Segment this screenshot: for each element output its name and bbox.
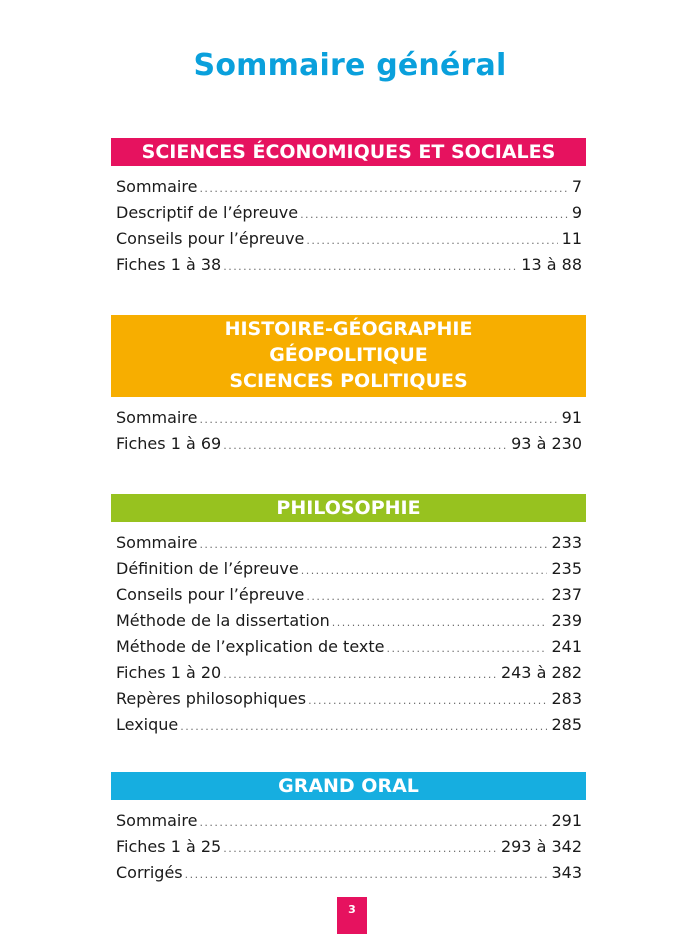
toc-entry-label: Fiches 1 à 38 — [116, 255, 222, 274]
toc-entry-label: Sommaire — [116, 177, 198, 196]
toc-entry-label: Méthode de la dissertation — [116, 611, 330, 630]
section-banner-histoire-geographie — [111, 315, 586, 397]
toc-entry[interactable] — [116, 689, 582, 715]
toc-entry-label: Fiches 1 à 25 — [116, 837, 222, 856]
toc-entry[interactable] — [116, 203, 582, 229]
dot-leader — [199, 413, 557, 426]
dot-leader — [223, 842, 497, 855]
dot-leader — [185, 868, 548, 881]
toc-entry-page: 343 — [551, 863, 582, 882]
toc-entry[interactable] — [116, 715, 582, 741]
toc-entry-label: Lexique — [116, 715, 179, 734]
toc-entry[interactable] — [116, 637, 582, 663]
toc-entry-page: 283 — [551, 689, 582, 708]
dot-leader — [223, 260, 517, 273]
dot-leader — [301, 564, 548, 577]
toc-entry[interactable] — [116, 837, 582, 863]
toc-entry-label: Définition de l’épreuve — [116, 559, 299, 578]
toc-entry[interactable] — [116, 585, 582, 611]
toc-list-histoire-geographie — [111, 408, 586, 460]
section-ses — [111, 138, 586, 281]
toc-entry-page: 233 — [551, 533, 582, 552]
toc-entry-page: 239 — [551, 611, 582, 630]
toc-entry-label: Fiches 1 à 69 — [116, 434, 222, 453]
toc-entry-label: Fiches 1 à 20 — [116, 663, 222, 682]
toc-entry-page: 235 — [551, 559, 582, 578]
toc-entry[interactable] — [116, 408, 582, 434]
toc-entry[interactable] — [116, 611, 582, 637]
dot-leader — [306, 234, 557, 247]
toc-entry-label: Repères philosophiques — [116, 689, 307, 708]
section-banner-philosophie — [111, 494, 586, 522]
toc-entry-page: 237 — [551, 585, 582, 604]
dot-leader — [332, 616, 548, 629]
section-heading: GÉOPOLITIQUE — [269, 344, 428, 366]
toc-entry-page: 93 à 230 — [511, 434, 582, 453]
toc-entry-page: 285 — [551, 715, 582, 734]
dot-leader — [386, 642, 547, 655]
dot-leader — [300, 208, 568, 221]
dot-leader — [308, 694, 547, 707]
toc-entry-page: 91 — [561, 408, 582, 427]
toc-entry-label: Descriptif de l’épreuve — [116, 203, 299, 222]
section-heading: SCIENCES POLITIQUES — [229, 370, 468, 392]
toc-entry-label: Sommaire — [116, 408, 198, 427]
toc-entry-label: Sommaire — [116, 533, 198, 552]
toc-entry[interactable] — [116, 229, 582, 255]
section-philosophie — [111, 494, 586, 741]
dot-leader — [223, 668, 497, 681]
toc-list-ses — [111, 177, 586, 281]
dot-leader — [199, 816, 547, 829]
section-heading: HISTOIRE-GÉOGRAPHIE — [224, 318, 473, 340]
toc-entry[interactable] — [116, 177, 582, 203]
toc-entry-label: Corrigés — [116, 863, 183, 882]
section-heading: PHILOSOPHIE — [276, 497, 421, 519]
toc-entry-label: Conseils pour l’épreuve — [116, 585, 305, 604]
toc-entry-page: 13 à 88 — [521, 255, 582, 274]
dot-leader — [306, 590, 547, 603]
page-title: Sommaire général — [193, 48, 507, 83]
toc-entry-label: Conseils pour l’épreuve — [116, 229, 305, 248]
section-heading: SCIENCES ÉCONOMIQUES ET SOCIALES — [141, 141, 556, 163]
toc-entry-label: Méthode de l’explication de texte — [116, 637, 385, 656]
section-banner-ses — [111, 138, 586, 166]
toc-entry-page: 7 — [571, 177, 582, 196]
toc-entry[interactable] — [116, 559, 582, 585]
section-heading: GRAND ORAL — [278, 775, 419, 797]
dot-leader — [180, 720, 547, 733]
toc-list-grand-oral — [111, 811, 586, 889]
toc-list-philosophie — [111, 533, 586, 741]
toc-entry-page: 241 — [551, 637, 582, 656]
toc-entry[interactable] — [116, 863, 582, 889]
toc-entry[interactable] — [116, 811, 582, 837]
toc-entry[interactable] — [116, 255, 582, 281]
toc-entry-page: 291 — [551, 811, 582, 830]
toc-entry[interactable] — [116, 533, 582, 559]
section-histoire-geographie — [111, 315, 586, 460]
toc-entry-page: 293 à 342 — [500, 837, 582, 856]
section-grand-oral — [111, 772, 586, 889]
toc-entry-page: 243 à 282 — [500, 663, 582, 682]
toc-entry-page: 11 — [561, 229, 582, 248]
toc-entry-page: 9 — [571, 203, 582, 222]
page-number-badge: 3 — [337, 897, 367, 934]
toc-entry-label: Sommaire — [116, 811, 198, 830]
toc-entry[interactable] — [116, 434, 582, 460]
dot-leader — [199, 182, 567, 195]
section-banner-grand-oral — [111, 772, 586, 800]
toc-entry[interactable] — [116, 663, 582, 689]
dot-leader — [223, 439, 507, 452]
dot-leader — [199, 538, 547, 551]
